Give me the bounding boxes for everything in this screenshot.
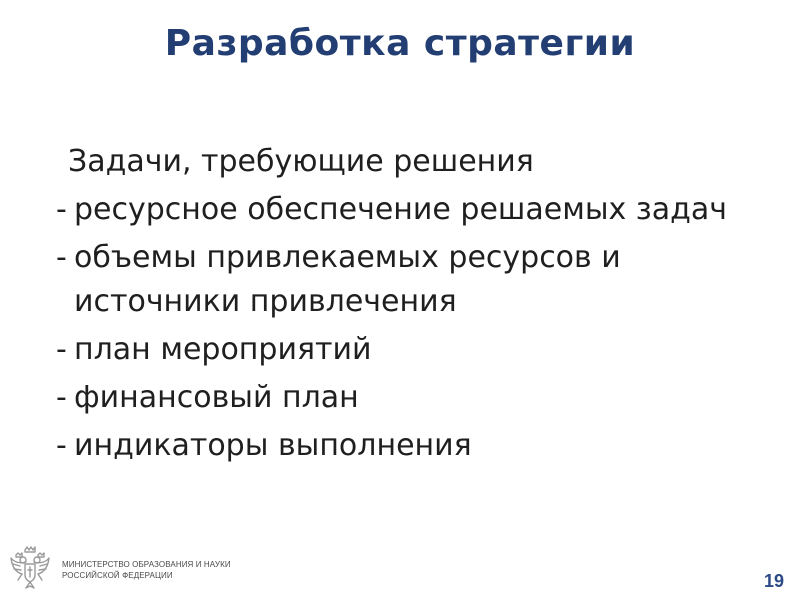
list-item-text: индикаторы выполнения: [74, 428, 472, 463]
list-item-text: объемы привлекаемых ресурсов и источники привлечения: [74, 240, 621, 319]
list-item: [56, 236, 756, 324]
list-item-text: ресурсное обеспечение решаемых задач: [74, 192, 727, 227]
slide-title: Разработка стратегии: [164, 23, 636, 64]
slide-content: [56, 140, 756, 472]
list-item-text: план мероприятий: [74, 332, 372, 367]
list-item: [56, 424, 756, 468]
footer-organization: [62, 559, 231, 581]
list-dash: -: [56, 332, 67, 367]
list-item-text: финансовый план: [74, 380, 359, 415]
org-name-line2: РОССИЙСКОЙ ФЕДЕРАЦИИ: [62, 571, 173, 580]
list-dash: -: [56, 428, 67, 463]
page-number: 19: [763, 571, 784, 591]
list-item: [56, 376, 756, 420]
list-item: [56, 188, 756, 232]
list-dash: -: [56, 192, 67, 227]
content-heading: Задачи, требующие решения: [68, 144, 534, 179]
coat-of-arms-icon: [8, 544, 52, 592]
list-dash: -: [56, 380, 67, 415]
list-dash: -: [56, 240, 67, 275]
list-item: [56, 328, 756, 372]
org-name-line1: МИНИСТЕРСТВО ОБРАЗОВАНИЯ И НАУКИ: [62, 560, 231, 569]
